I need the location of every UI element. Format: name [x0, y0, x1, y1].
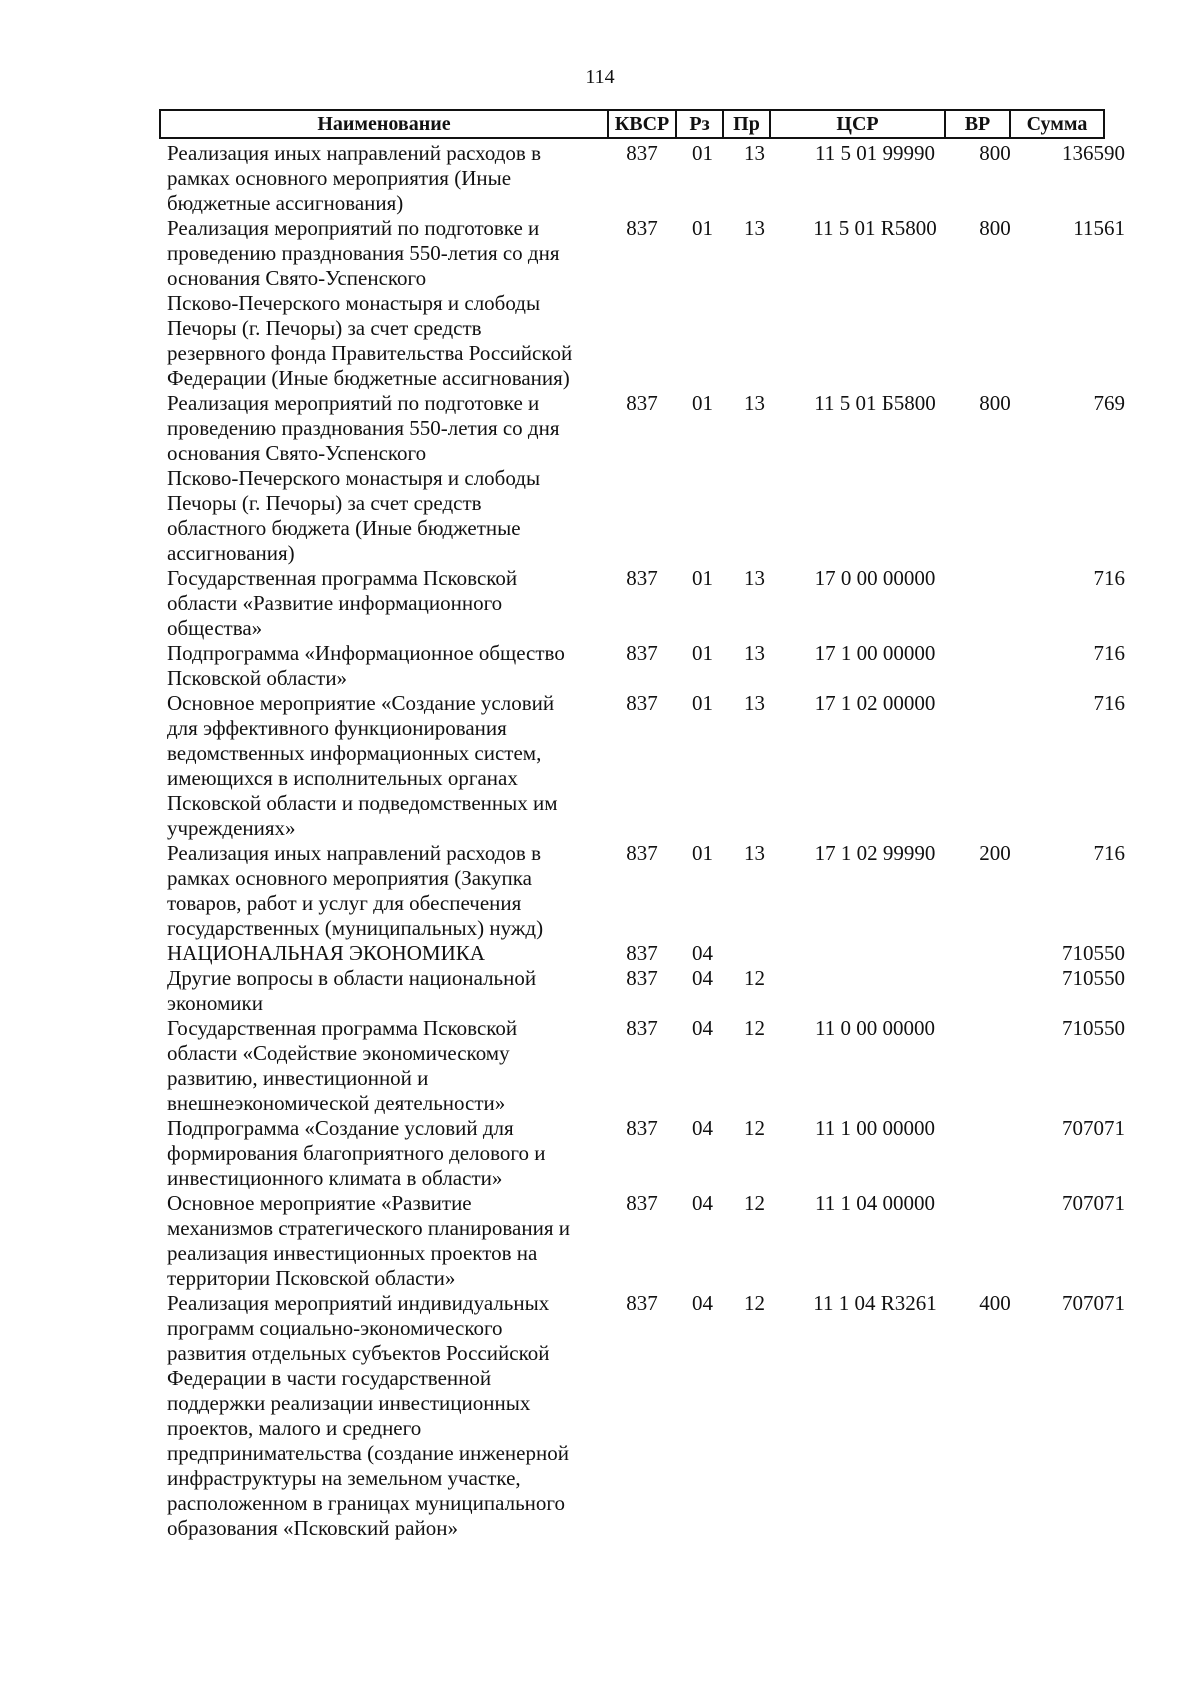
cell-kvsr: 837 — [626, 141, 658, 165]
table-row — [0, 691, 1200, 841]
row-name — [167, 966, 607, 1016]
header-sum: Сумма — [1009, 111, 1103, 137]
name-line: областного бюджета (Иные бюджетные — [167, 516, 521, 540]
cell-kvsr: 837 — [626, 566, 658, 590]
cell-sum: 716 — [1093, 691, 1125, 715]
cell-pr: 13 — [744, 841, 765, 865]
cell-vr: 800 — [979, 391, 1011, 415]
cell-sum: 707071 — [1062, 1291, 1125, 1315]
row-name — [167, 641, 607, 691]
table-row — [0, 966, 1200, 1016]
cell-pr: 13 — [744, 141, 765, 165]
cell-kvsr: 837 — [626, 1191, 658, 1215]
cell-kvsr: 837 — [626, 1016, 658, 1040]
name-line: проведению празднования 550-летия со дня — [167, 416, 560, 440]
name-line: учреждениях» — [167, 816, 296, 840]
table-row — [0, 1116, 1200, 1191]
name-line: формирования благоприятного делового и — [167, 1141, 546, 1165]
cell-rz: 04 — [692, 966, 713, 990]
table-header — [159, 109, 1105, 139]
table-row — [0, 1191, 1200, 1291]
name-line: Подпрограмма «Информационное общество — [167, 641, 565, 665]
cell-rz: 01 — [692, 216, 713, 240]
name-line: предпринимательства (создание инженерной — [167, 1441, 569, 1465]
name-line: Реализация мероприятий по подготовке и — [167, 216, 540, 240]
cell-rz: 01 — [692, 641, 713, 665]
table-row — [0, 941, 1200, 966]
cell-kvsr: 837 — [626, 391, 658, 415]
header-pr: Пр — [722, 111, 769, 137]
name-line: резервного фонда Правительства Российской — [167, 341, 573, 365]
table-row — [0, 641, 1200, 691]
name-line: государственных (муниципальных) нужд) — [167, 916, 544, 940]
row-name — [167, 1191, 607, 1291]
name-line: программ социально-экономического — [167, 1316, 503, 1340]
cell-rz: 01 — [692, 691, 713, 715]
header-csr: ЦСР — [769, 111, 944, 137]
table-row — [0, 1016, 1200, 1116]
name-line: Государственная программа Псковской — [167, 566, 518, 590]
name-line: поддержки реализации инвестиционных — [167, 1391, 531, 1415]
cell-rz: 01 — [692, 841, 713, 865]
cell-pr: 13 — [744, 391, 765, 415]
row-name — [167, 841, 607, 941]
row-name — [167, 216, 607, 391]
row-name — [167, 1291, 607, 1541]
name-line: бюджетные ассигнования) — [167, 191, 404, 215]
name-line: для эффективного функционирования — [167, 716, 507, 740]
name-line: общества» — [167, 616, 263, 640]
table-row — [0, 566, 1200, 641]
row-name — [167, 141, 607, 216]
cell-kvsr: 837 — [626, 941, 658, 965]
cell-kvsr: 837 — [626, 691, 658, 715]
cell-sum: 710550 — [1062, 1016, 1125, 1040]
cell-vr: 200 — [979, 841, 1011, 865]
cell-rz: 04 — [692, 1191, 713, 1215]
cell-rz: 04 — [692, 941, 713, 965]
cell-pr: 13 — [744, 641, 765, 665]
name-line: реализация инвестиционных проектов на — [167, 1241, 538, 1265]
cell-pr: 12 — [744, 1116, 765, 1140]
cell-csr: 11 5 01 R5800 — [813, 216, 937, 240]
cell-pr: 12 — [744, 1191, 765, 1215]
cell-rz: 04 — [692, 1016, 713, 1040]
name-line: проектов, малого и среднего — [167, 1416, 422, 1440]
name-line: Основное мероприятие «Развитие — [167, 1191, 472, 1215]
name-line: НАЦИОНАЛЬНАЯ ЭКОНОМИКА — [167, 941, 485, 965]
row-name — [167, 941, 607, 966]
name-line: области «Развитие информационного — [167, 591, 503, 615]
table-row — [0, 216, 1200, 391]
name-line: образования «Псковский район» — [167, 1516, 458, 1540]
cell-vr: 800 — [979, 216, 1011, 240]
row-name — [167, 391, 607, 566]
table-row — [0, 391, 1200, 566]
cell-csr: 11 0 00 00000 — [815, 1016, 935, 1040]
cell-sum: 716 — [1093, 641, 1125, 665]
cell-kvsr: 837 — [626, 1116, 658, 1140]
name-line: области «Содействие экономическому — [167, 1041, 510, 1065]
cell-rz: 04 — [692, 1291, 713, 1315]
cell-sum: 710550 — [1062, 941, 1125, 965]
cell-kvsr: 837 — [626, 841, 658, 865]
name-line: основания Свято-Успенского — [167, 266, 427, 290]
name-line: Реализация иных направлений расходов в — [167, 141, 542, 165]
cell-csr: 17 1 00 00000 — [814, 641, 936, 665]
name-line: Основное мероприятие «Создание условий — [167, 691, 555, 715]
row-name — [167, 566, 607, 641]
name-line: Подпрограмма «Создание условий для — [167, 1116, 514, 1140]
page-number: 114 — [585, 66, 615, 88]
cell-pr: 12 — [744, 1016, 765, 1040]
name-line: Федерации (Иные бюджетные ассигнования) — [167, 366, 570, 390]
cell-rz: 01 — [692, 566, 713, 590]
name-line: территории Псковской области» — [167, 1266, 456, 1290]
header-kvsr: КВСР — [607, 111, 675, 137]
name-line: Псковской области и подведомственных им — [167, 791, 558, 815]
header-vr: ВР — [944, 111, 1009, 137]
cell-sum: 716 — [1093, 566, 1125, 590]
name-line: ассигнования) — [167, 541, 295, 565]
header-name: Наименование — [317, 113, 451, 135]
cell-pr: 12 — [744, 1291, 765, 1315]
cell-sum: 11561 — [1073, 216, 1125, 240]
table-row — [0, 1291, 1200, 1541]
name-line: ведомственных информационных систем, — [167, 741, 542, 765]
cell-sum: 136590 — [1062, 141, 1125, 165]
name-line: рамках основного мероприятия (Иные — [167, 166, 512, 190]
name-line: инвестиционного климата в области» — [167, 1166, 503, 1190]
table-row — [0, 141, 1200, 216]
cell-kvsr: 837 — [626, 216, 658, 240]
cell-csr: 11 1 00 00000 — [815, 1116, 935, 1140]
name-line: проведению празднования 550-летия со дня — [167, 241, 560, 265]
cell-csr: 17 1 02 99990 — [814, 841, 936, 865]
name-line: рамках основного мероприятия (Закупка — [167, 866, 532, 890]
name-line: Государственная программа Псковской — [167, 1016, 518, 1040]
header-rz: Рз — [675, 111, 722, 137]
cell-csr: 17 0 00 00000 — [814, 566, 936, 590]
name-line: Псково-Печерского монастыря и слободы — [167, 291, 541, 315]
name-line: Печоры (г. Печоры) за счет средств — [167, 316, 482, 340]
name-line: внешнеэкономической деятельности» — [167, 1091, 506, 1115]
cell-sum: 716 — [1093, 841, 1125, 865]
cell-csr: 17 1 02 00000 — [814, 691, 936, 715]
cell-rz: 01 — [692, 391, 713, 415]
name-line: Реализация иных направлений расходов в — [167, 841, 542, 865]
name-line: основания Свято-Успенского — [167, 441, 427, 465]
cell-sum: 769 — [1093, 391, 1125, 415]
name-line: расположенном в границах муниципального — [167, 1491, 565, 1515]
row-name — [167, 691, 607, 841]
row-name — [167, 1016, 607, 1116]
name-line: механизмов стратегического планирования и — [167, 1216, 570, 1240]
cell-csr: 11 5 01 99990 — [815, 141, 935, 165]
cell-pr: 12 — [744, 966, 765, 990]
cell-csr: 11 1 04 00000 — [815, 1191, 935, 1215]
cell-vr: 400 — [979, 1291, 1011, 1315]
name-line: инфраструктуры на земельном участке, — [167, 1466, 521, 1490]
name-line: Псково-Печерского монастыря и слободы — [167, 466, 541, 490]
cell-kvsr: 837 — [626, 1291, 658, 1315]
cell-pr: 13 — [744, 691, 765, 715]
name-line: Реализация мероприятий по подготовке и — [167, 391, 540, 415]
cell-sum: 707071 — [1062, 1116, 1125, 1140]
name-line: Псковской области» — [167, 666, 348, 690]
name-line: развития отдельных субъектов Российской — [167, 1341, 550, 1365]
cell-csr: 11 5 01 Б5800 — [814, 391, 936, 415]
cell-sum: 710550 — [1062, 966, 1125, 990]
cell-rz: 01 — [692, 141, 713, 165]
cell-vr: 800 — [979, 141, 1011, 165]
cell-kvsr: 837 — [626, 966, 658, 990]
table-body — [0, 141, 1200, 1541]
cell-kvsr: 837 — [626, 641, 658, 665]
row-name — [167, 1116, 607, 1191]
cell-rz: 04 — [692, 1116, 713, 1140]
cell-csr: 11 1 04 R3261 — [813, 1291, 937, 1315]
name-line: Печоры (г. Печоры) за счет средств — [167, 491, 482, 515]
cell-sum: 707071 — [1062, 1191, 1125, 1215]
table-row — [0, 841, 1200, 941]
name-line: Другие вопросы в области национальной — [167, 966, 537, 990]
name-line: развитию, инвестиционной и — [167, 1066, 429, 1090]
name-line: экономики — [167, 991, 263, 1015]
cell-pr: 13 — [744, 566, 765, 590]
name-line: Реализация мероприятий индивидуальных — [167, 1291, 550, 1315]
name-line: имеющихся в исполнительных органах — [167, 766, 518, 790]
name-line: Федерации в части государственной — [167, 1366, 492, 1390]
cell-pr: 13 — [744, 216, 765, 240]
name-line: товаров, работ и услуг для обеспечения — [167, 891, 522, 915]
